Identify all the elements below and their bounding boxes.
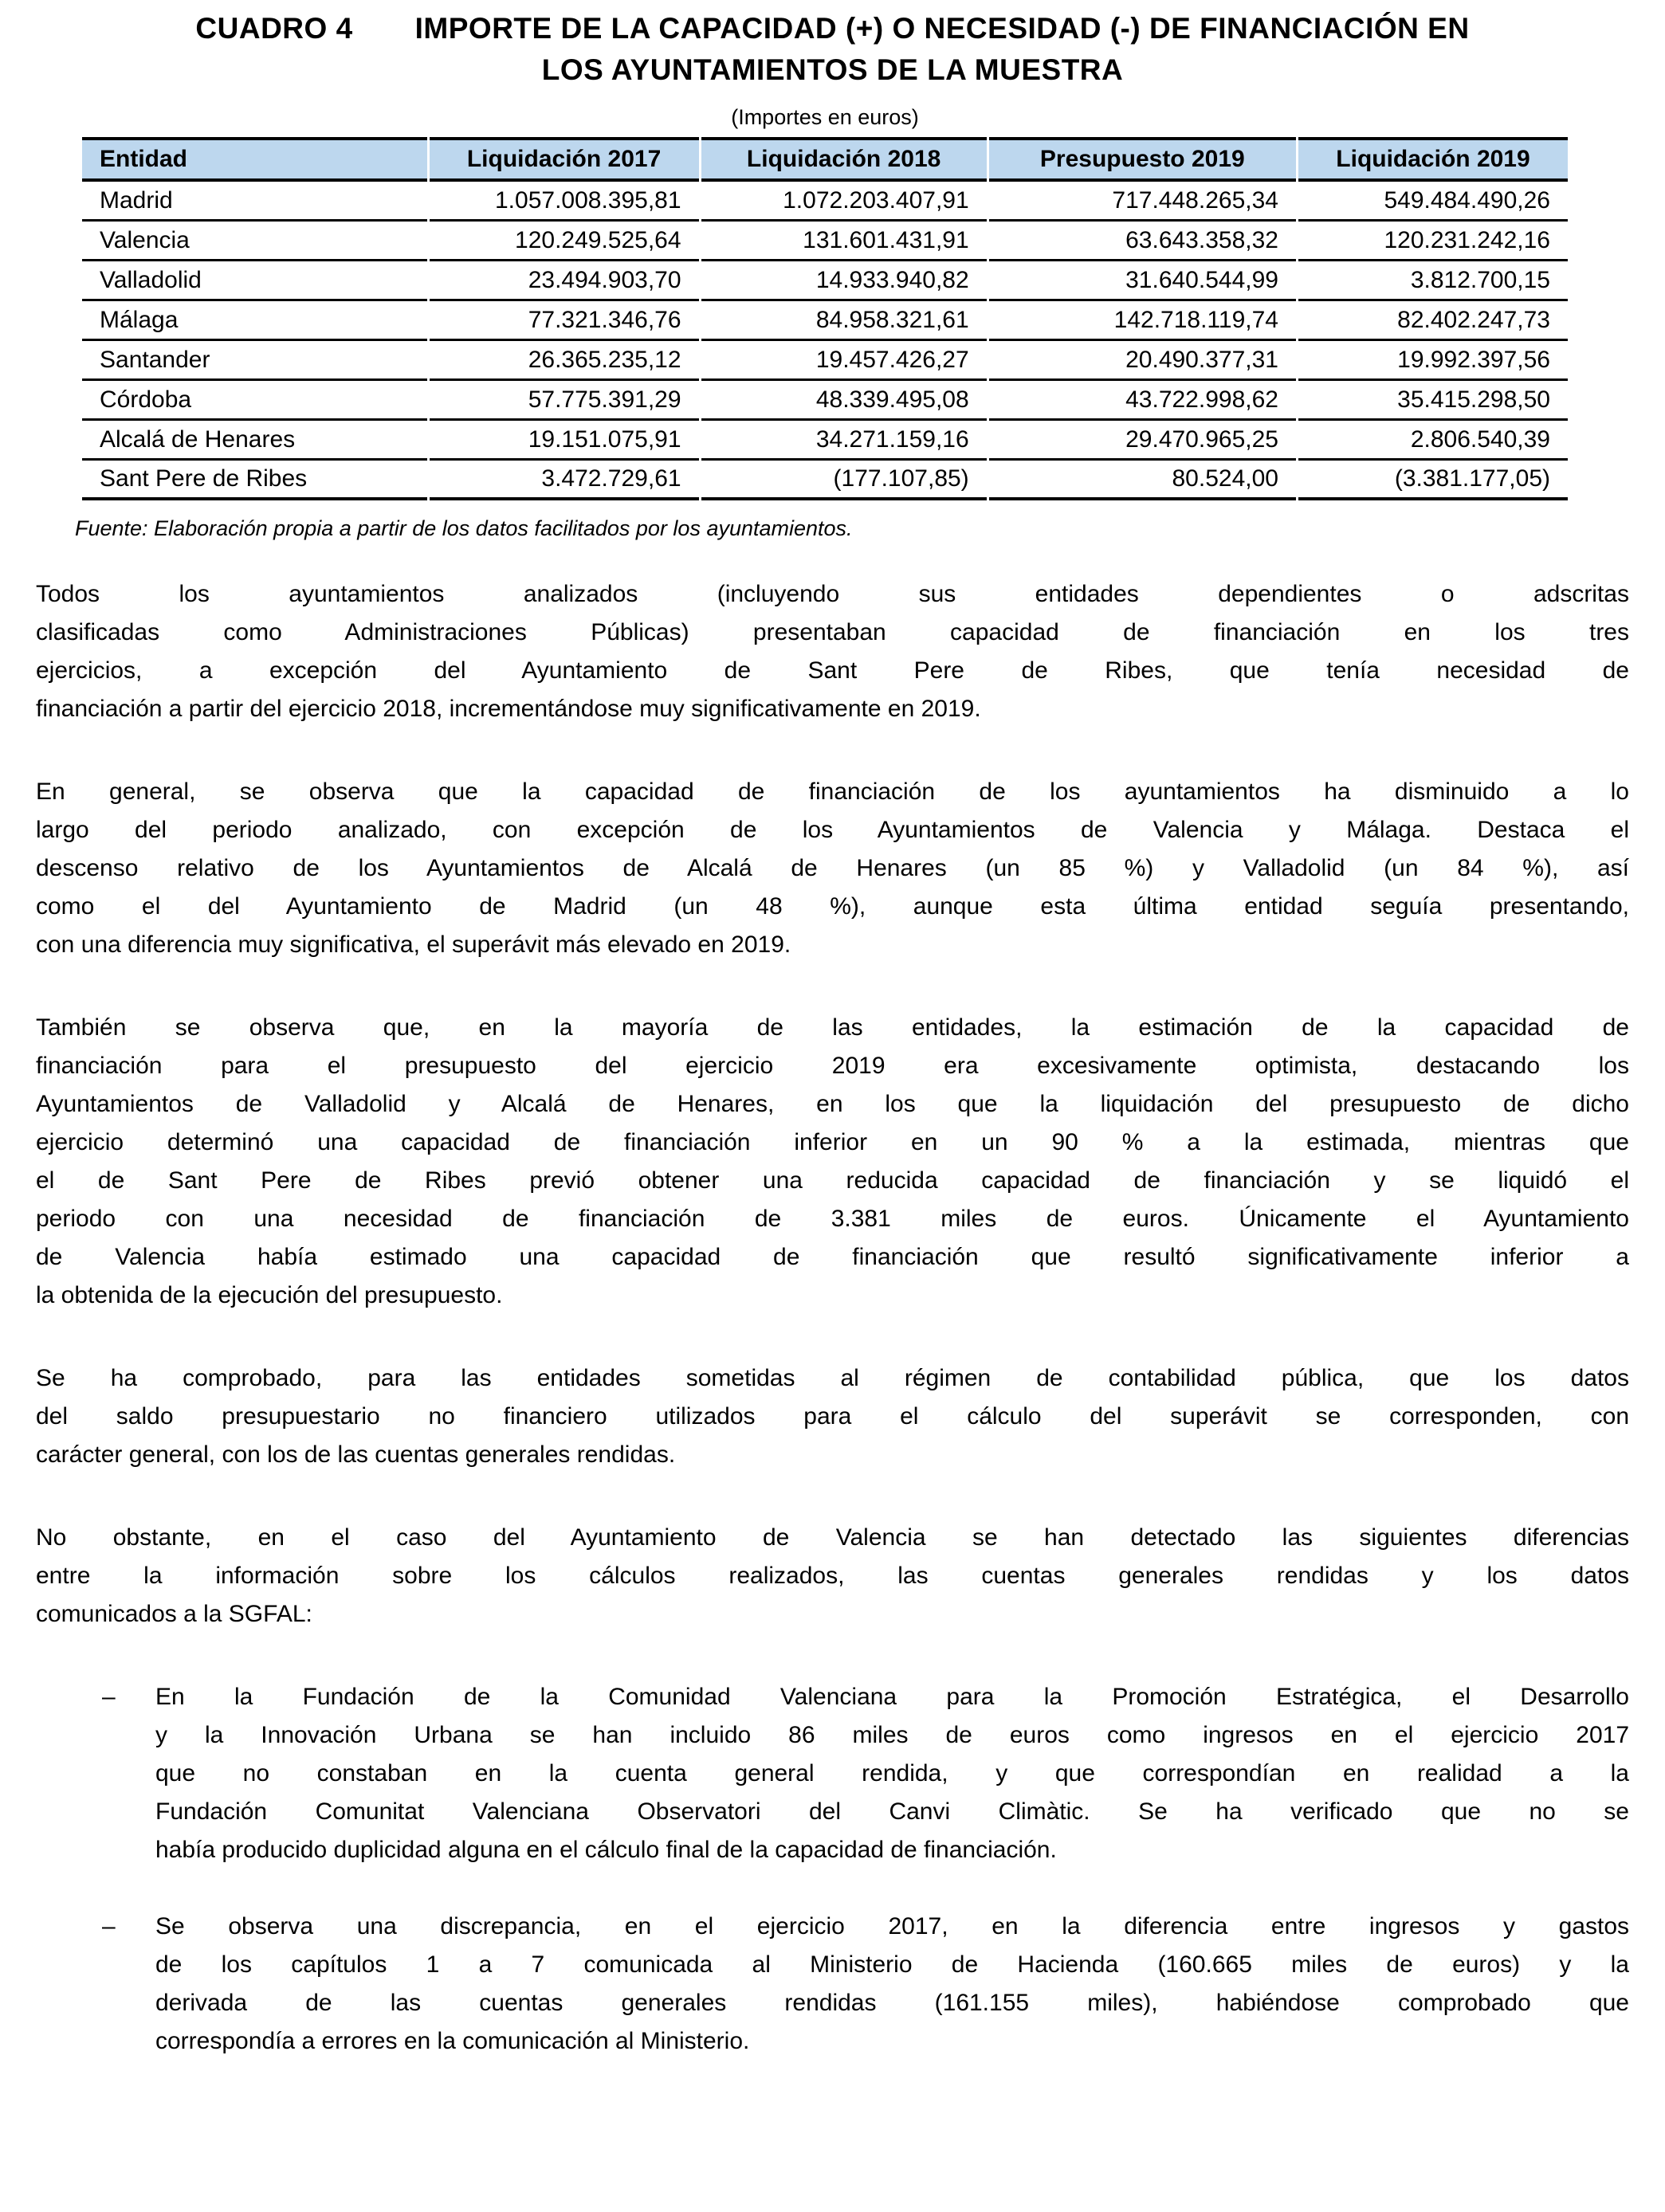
table-number: CUADRO 4	[195, 12, 353, 45]
value-cell: 1.057.008.395,81	[430, 182, 699, 222]
entity-cell: Valladolid	[82, 261, 427, 301]
bullet-dash: –	[102, 1684, 116, 1710]
table-row	[82, 301, 1568, 341]
value-cell: 77.321.346,76	[430, 301, 699, 341]
value-cell: 63.643.358,32	[989, 222, 1296, 261]
bullet-item-2	[36, 1908, 1629, 2061]
entity-cell: Madrid	[82, 182, 427, 222]
table-title-line1	[0, 8, 1665, 49]
table-row	[82, 461, 1568, 500]
table-row	[82, 261, 1568, 301]
value-cell: 2.806.540,39	[1298, 421, 1568, 461]
value-cell: 1.072.203.407,91	[701, 182, 987, 222]
column-header-liquidacion-2018: Liquidación 2018	[701, 137, 987, 182]
bullet-dash: –	[102, 1913, 116, 1939]
table-row	[82, 182, 1568, 222]
table-row	[82, 341, 1568, 381]
table-caption: (Importes en euros)	[731, 105, 919, 129]
value-cell: 120.249.525,64	[430, 222, 699, 261]
body-text	[36, 575, 1629, 2061]
column-header-entidad: Entidad	[82, 137, 427, 182]
value-cell: 29.470.965,25	[989, 421, 1296, 461]
value-cell: 35.415.298,50	[1298, 381, 1568, 421]
entity-cell: Santander	[82, 341, 427, 381]
table-row	[82, 381, 1568, 421]
bullet-text: Se observa una discrepancia, en el ejercicio 2017, en la diferencia entre ingresos y gastos de los capítulos 1 a 7 comunicada al Ministerio de Hacienda (160.665 miles de euros) y la derivada de las cuentas generales rendidas (161.155 miles), habiéndose comprobado que correspondía a errores en la comunicación al Ministerio.	[155, 1913, 1629, 2054]
value-cell: 3.472.729,61	[430, 461, 699, 500]
table-row	[82, 421, 1568, 461]
entity-cell: Valencia	[82, 222, 427, 261]
table-title-line2: LOS AYUNTAMIENTOS DE LA MUESTRA	[541, 53, 1124, 86]
paragraph-1: Todos los ayuntamientos analizados (incluyendo sus entidades dependientes o adscritas clasificadas como Administraciones Públicas) presentaban capacidad de financiación en los tres ejercicios, a excepción del Ayuntamiento de Sant Pere de Ribes, que tenía necesidad de financiación a partir del ejercicio 2018, incrementándose muy significativamente en 2019.	[36, 581, 1629, 722]
value-cell: 19.151.075,91	[430, 421, 699, 461]
value-cell: 142.718.119,74	[989, 301, 1296, 341]
value-cell: 34.271.159,16	[701, 421, 987, 461]
value-cell: 43.722.998,62	[989, 381, 1296, 421]
paragraph-2: En general, se observa que la capacidad de financiación de los ayuntamientos ha disminuido a lo largo del periodo analizado, con excepción de los Ayuntamientos de Valencia y Málaga. Destaca el descenso relativo de los Ayuntamientos de Alcalá de Henares (un 85 %) y Valladolid (un 84 %), así como el del Ayuntamiento de Madrid (un 48 %), aunque esta última entidad seguía presentando, con una diferencia muy significativa, el superávit más elevado en 2019.	[36, 779, 1629, 958]
bullet-text: En la Fundación de la Comunidad Valenciana para la Promoción Estratégica, el Desarrollo y la Innovación Urbana se han incluido 86 miles de euros como ingresos en el ejercicio 2017 que no constaban en la cuenta general rendida, y que correspondían en realidad a la Fundación Comunitat Valenciana Observatori del Canvi Climàtic. Se ha verificado que no se había producido duplicidad alguna en el cálculo final de la capacidad de financiación.	[155, 1684, 1629, 1863]
column-header-presupuesto-2019: Presupuesto 2019	[989, 137, 1296, 182]
table-row	[82, 222, 1568, 261]
value-cell: 20.490.377,31	[989, 341, 1296, 381]
value-cell: 120.231.242,16	[1298, 222, 1568, 261]
value-cell: 14.933.940,82	[701, 261, 987, 301]
value-cell: (177.107,85)	[701, 461, 987, 500]
entity-cell: Córdoba	[82, 381, 427, 421]
value-cell: (3.381.177,05)	[1298, 461, 1568, 500]
bullet-item-1	[36, 1678, 1629, 1869]
value-cell: 80.524,00	[989, 461, 1296, 500]
value-cell: 57.775.391,29	[430, 381, 699, 421]
entity-cell: Alcalá de Henares	[82, 421, 427, 461]
value-cell: 48.339.495,08	[701, 381, 987, 421]
paragraph-3: También se observa que, en la mayoría de las entidades, la estimación de la capacidad de financiación para el presupuesto del ejercicio 2019 era excesivamente optimista, destacando los Ayuntamientos de Valladolid y Alcalá de Henares, en los que la liquidación del presupuesto de dicho ejercicio determinó una capacidad de financiación inferior en un 90 % a la estimada, mientras que el de Sant Pere de Ribes previó obtener una reducida capacidad de financiación y se liquidó el periodo con una necesidad de financiación de 3.381 miles de euros. Únicamente el Ayuntamiento de Valencia había estimado una capacidad de financiación que resultó significativamente inferior a la obtenida de la ejecución del presupuesto.	[36, 1014, 1629, 1308]
table-title	[0, 8, 1665, 91]
value-cell: 31.640.544,99	[989, 261, 1296, 301]
value-cell: 3.812.700,15	[1298, 261, 1568, 301]
paragraph-4: Se ha comprobado, para las entidades sometidas al régimen de contabilidad pública, que los datos del saldo presupuestario no financiero utilizados para el cálculo del superávit se corresponden, con carácter general, con los de las cuentas generales rendidas.	[36, 1365, 1629, 1468]
value-cell: 26.365.235,12	[430, 341, 699, 381]
table-area	[75, 104, 1570, 542]
entity-cell: Málaga	[82, 301, 427, 341]
value-cell: 131.601.431,91	[701, 222, 987, 261]
column-header-liquidacion-2019: Liquidación 2019	[1298, 137, 1568, 182]
table-header-row	[82, 137, 1568, 182]
column-header-liquidacion-2017: Liquidación 2017	[430, 137, 699, 182]
value-cell: 717.448.265,34	[989, 182, 1296, 222]
value-cell: 549.484.490,26	[1298, 182, 1568, 222]
value-cell: 82.402.247,73	[1298, 301, 1568, 341]
value-cell: 19.457.426,27	[701, 341, 987, 381]
entity-cell: Sant Pere de Ribes	[82, 461, 427, 500]
paragraph-5: No obstante, en el caso del Ayuntamiento de Valencia se han detectado las siguientes diferencias entre la información sobre los cálculos realizados, las cuentas generales rendidas y los datos comunicados a la SGFAL:	[36, 1524, 1629, 1627]
value-cell: 84.958.321,61	[701, 301, 987, 341]
value-cell: 19.992.397,56	[1298, 341, 1568, 381]
table-source-note: Fuente: Elaboración propia a partir de los datos facilitados por los ayuntamientos.	[75, 516, 853, 540]
value-cell: 23.494.903,70	[430, 261, 699, 301]
financing-table	[80, 137, 1570, 500]
table-title-text: IMPORTE DE LA CAPACIDAD (+) O NECESIDAD (-) DE FINANCIACIÓN EN	[414, 12, 1470, 45]
